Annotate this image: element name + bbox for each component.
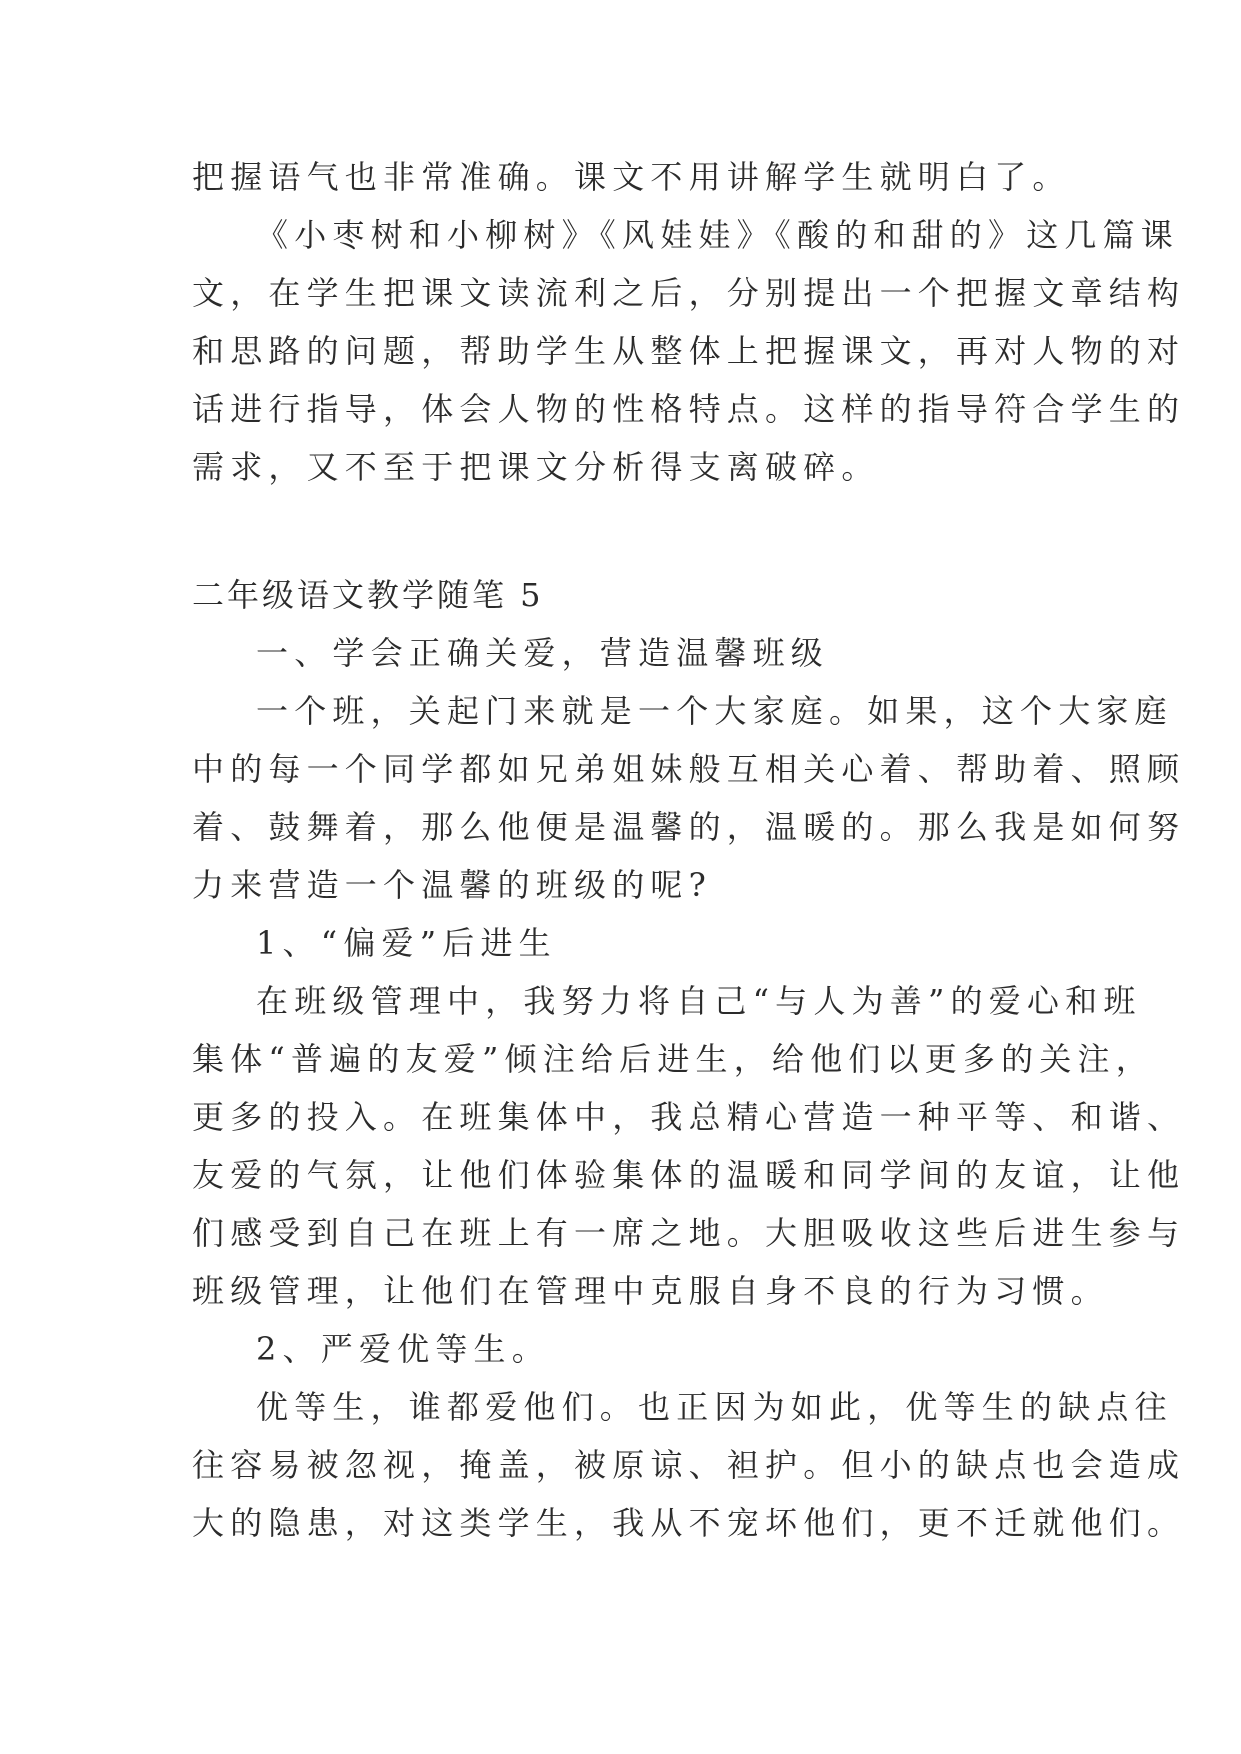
paragraph-line: 一个班，关起门来就是一个大家庭。如果，这个大家庭 — [256, 692, 1173, 730]
paragraph-line: 友爱的气氛，让他们体验集体的温暖和同学间的友谊，让他 — [192, 1156, 1186, 1194]
paragraph-line: 们感受到自己在班上有一席之地。大胆吸收这些后进生参与 — [192, 1214, 1186, 1252]
paragraph-line: 往容易被忽视，掩盖，被原谅、袒护。但小的缺点也会造成 — [192, 1446, 1186, 1484]
paragraph-line: 把握语气也非常准确。课文不用讲解学生就明白了。 — [192, 158, 1071, 196]
paragraph-line: 和思路的问题，帮助学生从整体上把握课文，再对人物的对 — [192, 332, 1186, 370]
paragraph-line: 更多的投入。在班集体中，我总精心营造一种平等、和谐、 — [192, 1098, 1186, 1136]
paragraph-line: 集体“普遍的友爱”倾注给后进生，给他们以更多的关注， — [192, 1040, 1154, 1078]
paragraph-line: 在班级管理中，我努力将自己“与人为善”的爱心和班 — [256, 982, 1142, 1020]
paragraph-line: 班级管理，让他们在管理中克服自身不良的行为习惯。 — [192, 1272, 1109, 1310]
paragraph-line: 《小枣树和小柳树》《风娃娃》《酸的和甜的》这几篇课 — [256, 216, 1180, 254]
paragraph-line: 大的隐患，对这类学生，我从不宠坏他们，更不迁就他们。 — [192, 1504, 1186, 1542]
paragraph-line: 中的每一个同学都如兄弟姐妹般互相关心着、帮助着、照顾 — [192, 750, 1186, 788]
paragraph-line: 着、鼓舞着，那么他便是温馨的，温暖的。那么我是如何努 — [192, 808, 1186, 846]
section-title: 二年级语文教学随笔 5 — [192, 576, 544, 614]
paragraph-line: 文，在学生把课文读流利之后，分别提出一个把握文章结构 — [192, 274, 1186, 312]
paragraph-line: 话进行指导，体会人物的性格特点。这样的指导符合学生的 — [192, 390, 1186, 428]
paragraph-line: 优等生，谁都爱他们。也正因为如此，优等生的缺点往 — [256, 1388, 1173, 1426]
paragraph-line: 需求，又不至于把课文分析得支离破碎。 — [192, 448, 880, 486]
paragraph-line: 力来营造一个温馨的班级的呢? — [192, 866, 712, 904]
subsection-heading: 2、严爱优等生。 — [256, 1330, 550, 1368]
subsection-heading: 1、“偏爱”后进生 — [256, 924, 557, 962]
subsection-heading: 一、学会正确关爱，营造温馨班级 — [256, 634, 830, 672]
